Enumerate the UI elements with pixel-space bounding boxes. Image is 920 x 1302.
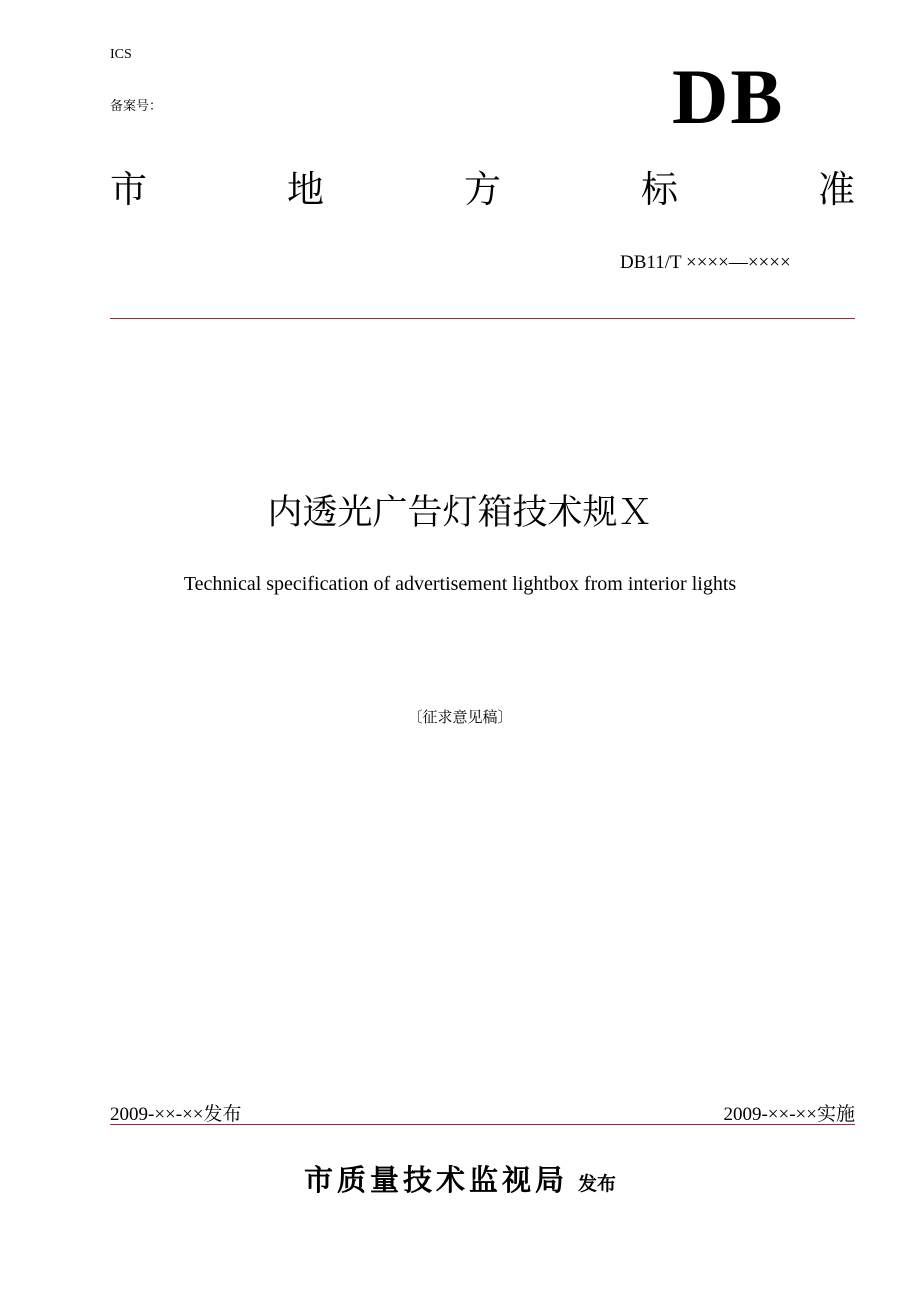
ics-label: ICS [110, 47, 132, 62]
standard-type-char: 地 [287, 168, 324, 211]
standard-number: DB11/T ××××—×××× [620, 252, 791, 273]
publisher-organization: 市质量技术监视局 [303, 1163, 568, 1197]
document-title-english: Technical specification of advertisement lightbox from interior lights [183, 573, 737, 595]
release-date: 2009-××-××发布 [110, 1104, 242, 1125]
db-logo: DB [672, 53, 785, 140]
top-divider [110, 318, 855, 319]
standard-type-heading [110, 170, 855, 211]
bottom-divider [110, 1124, 855, 1125]
effective-date: 2009-××-××实施 [723, 1104, 855, 1125]
standard-type-char: 方 [464, 168, 501, 211]
standard-type-char: 标 [641, 168, 678, 211]
record-number-label: 备案号： [110, 99, 163, 114]
draft-note: 〔征求意见稿〕 [407, 708, 513, 726]
publisher-line [0, 1158, 920, 1199]
standard-type-char: 市 [110, 168, 147, 211]
document-title-chinese: 内透光广告灯箱技术规Ｘ [267, 493, 653, 533]
publisher-suffix: 发布 [578, 1173, 617, 1195]
standard-type-char: 准 [818, 168, 855, 211]
